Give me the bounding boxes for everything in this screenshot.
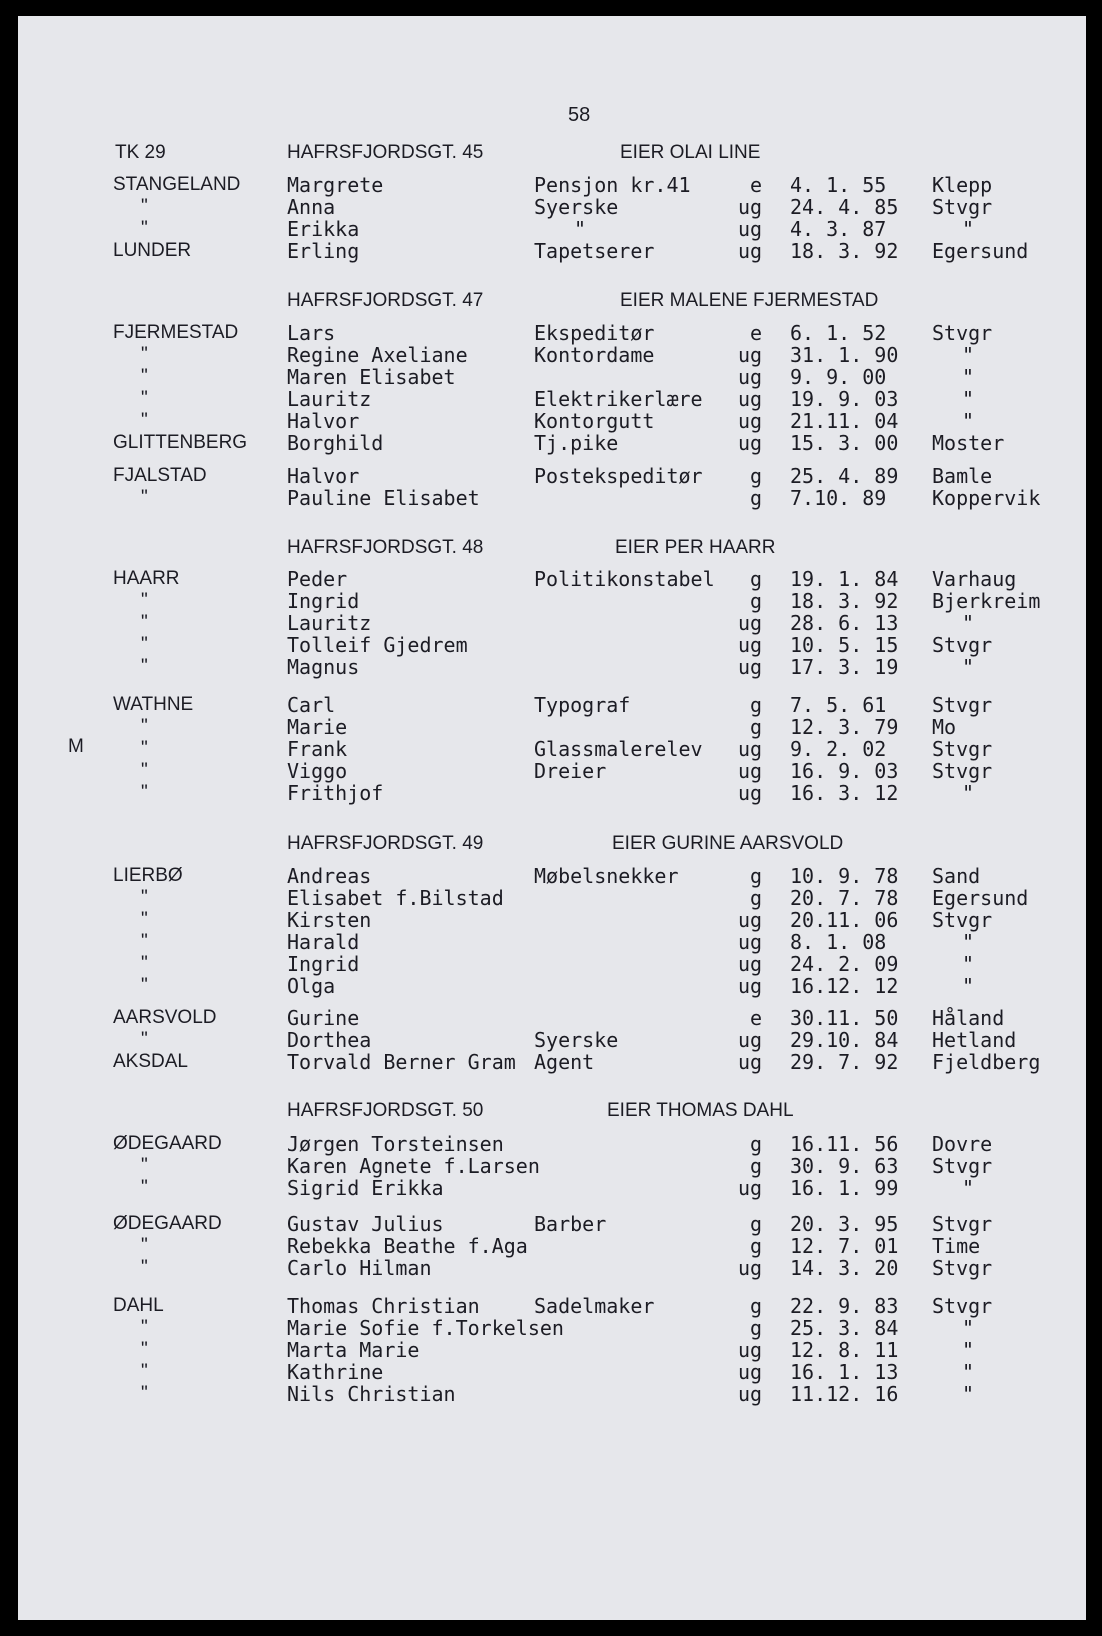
- marital-status-cell: ug: [738, 781, 763, 805]
- marital-status-cell: g: [750, 1234, 763, 1258]
- occupation-cell: Tj.pike: [534, 431, 619, 455]
- marital-status-cell: ug: [738, 1382, 763, 1406]
- given-name-cell: Carl: [287, 693, 336, 717]
- birth-date-cell: 6. 1. 52: [790, 321, 887, 345]
- surname-cell: ": [141, 782, 148, 803]
- margin-mark: M: [68, 736, 84, 757]
- birthplace-cell: Stvgr: [932, 759, 993, 783]
- given-name-cell: Harald: [287, 930, 360, 954]
- birth-date-cell: 18. 3. 92: [790, 589, 899, 613]
- given-name-cell: Lauritz: [287, 387, 372, 411]
- given-name-cell: Margrete: [287, 173, 384, 197]
- birth-date-cell: 25. 4. 89: [790, 464, 899, 488]
- street-heading: HAFRSFJORDSGT. 49: [287, 833, 484, 854]
- occupation-cell: Elektrikerlære: [534, 387, 703, 411]
- birthplace-cell: Mo: [932, 715, 957, 739]
- birth-date-cell: 29.10. 84: [790, 1028, 899, 1052]
- marital-status-cell: g: [750, 693, 763, 717]
- surname-cell: ": [141, 487, 148, 508]
- given-name-cell: Magnus: [287, 655, 360, 679]
- marital-status-cell: ug: [738, 217, 763, 241]
- birth-date-cell: 4. 1. 55: [790, 173, 887, 197]
- owner-heading: EIER THOMAS DAHL: [607, 1100, 794, 1121]
- given-name-cell: Erikka: [287, 217, 360, 241]
- given-name-cell: Tolleif Gjedrem: [287, 633, 468, 657]
- occupation-cell: Pensjon kr.41: [534, 173, 691, 197]
- birthplace-cell: Koppervik: [932, 486, 1041, 510]
- marital-status-cell: ug: [738, 195, 763, 219]
- birthplace-cell: ": [962, 409, 975, 433]
- surname-cell: GLITTENBERG: [113, 432, 248, 453]
- owner-heading: EIER GURINE AARSVOLD: [612, 833, 844, 854]
- marital-status-cell: g: [750, 464, 763, 488]
- birth-date-cell: 20.11. 06: [790, 908, 899, 932]
- surname-cell: ": [141, 1177, 148, 1198]
- occupation-cell: Ekspeditør: [534, 321, 655, 345]
- owner-heading: EIER MALENE FJERMESTAD: [620, 290, 879, 311]
- birth-date-cell: 8. 1. 08: [790, 930, 887, 954]
- surname-cell: ": [141, 366, 148, 387]
- given-name-cell: Gustav Julius: [287, 1212, 444, 1236]
- given-name-cell: Halvor: [287, 409, 360, 433]
- given-name-cell: Halvor: [287, 464, 360, 488]
- marital-status-cell: g: [750, 589, 763, 613]
- surname-cell: DAHL: [113, 1295, 164, 1316]
- marital-status-cell: ug: [738, 1256, 763, 1280]
- marital-status-cell: g: [750, 1154, 763, 1178]
- given-name-cell: Frank: [287, 737, 348, 761]
- marital-status-cell: ug: [738, 1338, 763, 1362]
- owner-heading: EIER OLAI LINE: [620, 142, 761, 163]
- surname-cell: ": [141, 1235, 148, 1256]
- given-name-cell: Erling: [287, 239, 360, 263]
- surname-cell: ": [141, 1383, 148, 1404]
- occupation-cell: Politikonstabel: [534, 567, 715, 591]
- surname-cell: ØDEGAARD: [113, 1133, 222, 1154]
- marital-status-cell: g: [750, 864, 763, 888]
- surname-cell: ": [141, 887, 148, 908]
- birthplace-cell: ": [962, 1338, 975, 1362]
- birth-date-cell: 7.10. 89: [790, 486, 887, 510]
- occupation-cell: Kontorgutt: [534, 409, 655, 433]
- surname-cell: LIERBØ: [113, 865, 183, 886]
- occupation-cell: Sadelmaker: [534, 1294, 655, 1318]
- birthplace-cell: Hetland: [932, 1028, 1017, 1052]
- surname-cell: FJALSTAD: [113, 465, 207, 486]
- given-name-cell: Dorthea: [287, 1028, 372, 1052]
- birth-date-cell: 21.11. 04: [790, 409, 899, 433]
- birth-date-cell: 16.12. 12: [790, 974, 899, 998]
- given-name-cell: Pauline Elisabet: [287, 486, 480, 510]
- given-name-cell: Maren Elisabet: [287, 365, 456, 389]
- birthplace-cell: Stvgr: [932, 1294, 993, 1318]
- birth-date-cell: 20. 3. 95: [790, 1212, 899, 1236]
- surname-cell: ": [141, 1361, 148, 1382]
- given-name-cell: Viggo: [287, 759, 348, 783]
- marital-status-cell: e: [750, 1006, 763, 1030]
- marital-status-cell: g: [750, 567, 763, 591]
- surname-cell: ": [141, 218, 148, 239]
- birthplace-cell: ": [962, 781, 975, 805]
- given-name-cell: Borghild: [287, 431, 384, 455]
- marital-status-cell: ug: [738, 759, 763, 783]
- birth-date-cell: 31. 1. 90: [790, 343, 899, 367]
- street-heading: HAFRSFJORDSGT. 48: [287, 537, 484, 558]
- given-name-cell: Nils Christian: [287, 1382, 456, 1406]
- birth-date-cell: 29. 7. 92: [790, 1050, 899, 1074]
- marital-status-cell: ug: [738, 930, 763, 954]
- birth-date-cell: 4. 3. 87: [790, 217, 887, 241]
- birth-date-cell: 30.11. 50: [790, 1006, 899, 1030]
- birthplace-cell: Stvgr: [932, 693, 993, 717]
- surname-cell: ": [141, 1317, 148, 1338]
- surname-cell: ": [141, 410, 148, 431]
- birthplace-cell: ": [962, 217, 975, 241]
- marital-status-cell: ug: [738, 1176, 763, 1200]
- occupation-cell: Agent: [534, 1050, 595, 1074]
- surname-cell: ": [141, 590, 148, 611]
- birth-date-cell: 9. 2. 02: [790, 737, 887, 761]
- marital-status-cell: ug: [738, 431, 763, 455]
- occupation-cell: ": [574, 217, 587, 241]
- marital-status-cell: g: [750, 1132, 763, 1156]
- marital-status-cell: ug: [738, 1360, 763, 1384]
- surname-cell: HAARR: [113, 568, 180, 589]
- birthplace-cell: Time: [932, 1234, 981, 1258]
- birth-date-cell: 18. 3. 92: [790, 239, 899, 263]
- street-heading: HAFRSFJORDSGT. 45: [287, 142, 484, 163]
- marital-status-cell: ug: [738, 409, 763, 433]
- birth-date-cell: 12. 8. 11: [790, 1338, 899, 1362]
- marital-status-cell: g: [750, 886, 763, 910]
- birth-date-cell: 24. 4. 85: [790, 195, 899, 219]
- surname-cell: WATHNE: [113, 694, 194, 715]
- given-name-cell: Olga: [287, 974, 336, 998]
- birthplace-cell: Håland: [932, 1006, 1005, 1030]
- marital-status-cell: e: [750, 173, 763, 197]
- marital-status-cell: ug: [738, 974, 763, 998]
- birthplace-cell: Klepp: [932, 173, 993, 197]
- occupation-cell: Syerske: [534, 1028, 619, 1052]
- birthplace-cell: Varhaug: [932, 567, 1017, 591]
- given-name-cell: Ingrid: [287, 589, 360, 613]
- occupation-cell: Tapetserer: [534, 239, 655, 263]
- birthplace-cell: Egersund: [932, 239, 1029, 263]
- surname-cell: STANGELAND: [113, 174, 241, 195]
- marital-status-cell: ug: [738, 365, 763, 389]
- surname-cell: ": [141, 344, 148, 365]
- surname-cell: ": [141, 760, 148, 781]
- birth-date-cell: 12. 7. 01: [790, 1234, 899, 1258]
- birth-date-cell: 10. 5. 15: [790, 633, 899, 657]
- marital-status-cell: ug: [738, 343, 763, 367]
- birth-date-cell: 22. 9. 83: [790, 1294, 899, 1318]
- given-name-cell: Carlo Hilman: [287, 1256, 432, 1280]
- birth-date-cell: 16.11. 56: [790, 1132, 899, 1156]
- surname-cell: AARSVOLD: [113, 1007, 217, 1028]
- given-name-cell: Lauritz: [287, 611, 372, 635]
- birthplace-cell: Bjerkreim: [932, 589, 1041, 613]
- occupation-cell: Kontordame: [534, 343, 655, 367]
- surname-cell: ": [141, 975, 148, 996]
- surname-cell: ": [141, 1155, 148, 1176]
- birth-date-cell: 19. 9. 03: [790, 387, 899, 411]
- birth-date-cell: 19. 1. 84: [790, 567, 899, 591]
- given-name-cell: Ingrid: [287, 952, 360, 976]
- given-name-cell: Andreas: [287, 864, 372, 888]
- page-number: 58: [568, 104, 591, 126]
- marital-status-cell: g: [750, 1316, 763, 1340]
- given-name-cell: Karen Agnete f.Larsen: [287, 1154, 540, 1178]
- given-name-cell: Elisabet f.Bilstad: [287, 886, 504, 910]
- marital-status-cell: e: [750, 321, 763, 345]
- birthplace-cell: ": [962, 952, 975, 976]
- birthplace-cell: ": [962, 1382, 975, 1406]
- given-name-cell: Rebekka Beathe f.Aga: [287, 1234, 528, 1258]
- surname-cell: ": [141, 656, 148, 677]
- birth-date-cell: 16. 1. 13: [790, 1360, 899, 1384]
- surname-cell: LUNDER: [113, 240, 192, 261]
- birthplace-cell: ": [962, 1316, 975, 1340]
- surname-cell: ": [141, 634, 148, 655]
- birth-date-cell: 16. 9. 03: [790, 759, 899, 783]
- birthplace-cell: Stvgr: [932, 908, 993, 932]
- street-heading: HAFRSFJORDSGT. 47: [287, 290, 484, 311]
- marital-status-cell: ug: [738, 737, 763, 761]
- birthplace-cell: Egersund: [932, 886, 1029, 910]
- birth-date-cell: 12. 3. 79: [790, 715, 899, 739]
- birth-date-cell: 9. 9. 00: [790, 365, 887, 389]
- marital-status-cell: ug: [738, 655, 763, 679]
- marital-status-cell: ug: [738, 387, 763, 411]
- surname-cell: ": [141, 612, 148, 633]
- surname-cell: ": [141, 738, 148, 759]
- occupation-cell: Glassmalerelev: [534, 737, 703, 761]
- marital-status-cell: g: [750, 1212, 763, 1236]
- birthplace-cell: Stvgr: [932, 633, 993, 657]
- birthplace-cell: ": [962, 1360, 975, 1384]
- marital-status-cell: ug: [738, 1028, 763, 1052]
- given-name-cell: Anna: [287, 195, 336, 219]
- surname-cell: FJERMESTAD: [113, 322, 239, 343]
- birth-date-cell: 7. 5. 61: [790, 693, 887, 717]
- marital-status-cell: g: [750, 486, 763, 510]
- birthplace-cell: Fjeldberg: [932, 1050, 1041, 1074]
- surname-cell: ": [141, 716, 148, 737]
- birthplace-cell: ": [962, 1176, 975, 1200]
- given-name-cell: Gurine: [287, 1006, 360, 1030]
- given-name-cell: Kirsten: [287, 908, 372, 932]
- given-name-cell: Peder: [287, 567, 348, 591]
- birthplace-cell: ": [962, 974, 975, 998]
- marital-status-cell: ug: [738, 908, 763, 932]
- marital-status-cell: g: [750, 1294, 763, 1318]
- street-heading: HAFRSFJORDSGT. 50: [287, 1100, 484, 1121]
- birth-date-cell: 17. 3. 19: [790, 655, 899, 679]
- birthplace-cell: ": [962, 930, 975, 954]
- birth-date-cell: 16. 1. 99: [790, 1176, 899, 1200]
- given-name-cell: Kathrine: [287, 1360, 384, 1384]
- birthplace-cell: ": [962, 343, 975, 367]
- surname-cell: ": [141, 1029, 148, 1050]
- birthplace-cell: Bamle: [932, 464, 993, 488]
- birthplace-cell: Stvgr: [932, 195, 993, 219]
- surname-cell: AKSDAL: [113, 1051, 188, 1072]
- birth-date-cell: 24. 2. 09: [790, 952, 899, 976]
- birthplace-cell: ": [962, 655, 975, 679]
- surname-cell: ": [141, 388, 148, 409]
- occupation-cell: Postekspeditør: [534, 464, 703, 488]
- occupation-cell: Syerske: [534, 195, 619, 219]
- birth-date-cell: 15. 3. 00: [790, 431, 899, 455]
- given-name-cell: Marie: [287, 715, 348, 739]
- marital-status-cell: ug: [738, 1050, 763, 1074]
- birth-date-cell: 28. 6. 13: [790, 611, 899, 635]
- birth-date-cell: 30. 9. 63: [790, 1154, 899, 1178]
- marital-status-cell: g: [750, 715, 763, 739]
- marital-status-cell: ug: [738, 633, 763, 657]
- birthplace-cell: Stvgr: [932, 321, 993, 345]
- given-name-cell: Lars: [287, 321, 336, 345]
- birthplace-cell: Sand: [932, 864, 981, 888]
- birthplace-cell: Dovre: [932, 1132, 993, 1156]
- occupation-cell: Dreier: [534, 759, 607, 783]
- marital-status-cell: ug: [738, 952, 763, 976]
- given-name-cell: Regine Axeliane: [287, 343, 468, 367]
- occupation-cell: Typograf: [534, 693, 631, 717]
- given-name-cell: Frithjof: [287, 781, 384, 805]
- birth-date-cell: 11.12. 16: [790, 1382, 899, 1406]
- birthplace-cell: ": [962, 611, 975, 635]
- surname-cell: ": [141, 1257, 148, 1278]
- surname-cell: ØDEGAARD: [113, 1213, 222, 1234]
- occupation-cell: Møbelsnekker: [534, 864, 679, 888]
- marital-status-cell: ug: [738, 239, 763, 263]
- birthplace-cell: Stvgr: [932, 1212, 993, 1236]
- birth-date-cell: 25. 3. 84: [790, 1316, 899, 1340]
- document-page: [18, 16, 1086, 1620]
- birthplace-cell: Stvgr: [932, 1256, 993, 1280]
- given-name-cell: Sigrid Erikka: [287, 1176, 444, 1200]
- given-name-cell: Torvald Berner Gram: [287, 1050, 516, 1074]
- marital-status-cell: ug: [738, 611, 763, 635]
- surname-cell: ": [141, 909, 148, 930]
- birth-date-cell: 16. 3. 12: [790, 781, 899, 805]
- occupation-cell: Barber: [534, 1212, 607, 1236]
- birthplace-cell: ": [962, 387, 975, 411]
- surname-cell: ": [141, 931, 148, 952]
- owner-heading: EIER PER HAARR: [615, 537, 776, 558]
- given-name-cell: Marta Marie: [287, 1338, 420, 1362]
- birth-date-cell: 14. 3. 20: [790, 1256, 899, 1280]
- given-name-cell: Jørgen Torsteinsen: [287, 1132, 504, 1156]
- birth-date-cell: 10. 9. 78: [790, 864, 899, 888]
- birthplace-cell: ": [962, 365, 975, 389]
- birthplace-cell: Moster: [932, 431, 1005, 455]
- birthplace-cell: Stvgr: [932, 1154, 993, 1178]
- given-name-cell: Marie Sofie f.Torkelsen: [287, 1316, 564, 1340]
- surname-cell: ": [141, 1339, 148, 1360]
- tk-label: TK 29: [115, 142, 166, 163]
- surname-cell: ": [141, 953, 148, 974]
- birthplace-cell: Stvgr: [932, 737, 993, 761]
- birth-date-cell: 20. 7. 78: [790, 886, 899, 910]
- given-name-cell: Thomas Christian: [287, 1294, 480, 1318]
- surname-cell: ": [141, 196, 148, 217]
